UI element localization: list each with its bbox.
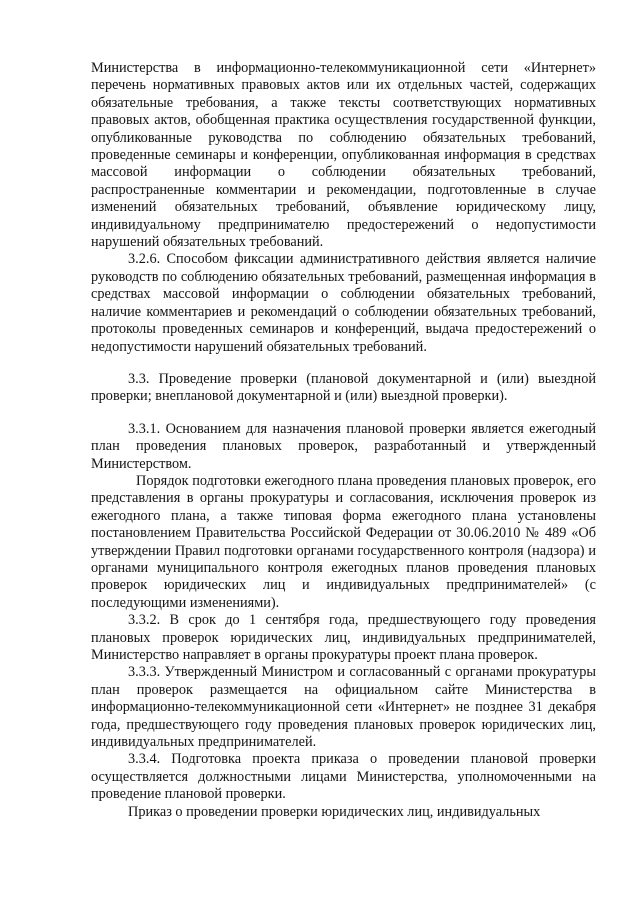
document-page <box>91 60 596 821</box>
paragraph-3-2-6: 3.2.6. Способом фиксации административного действия является наличие руководств по соблюдению обязательных требований, размещенная информация в средствах массовой информации о соблюдении обязательных требований, наличие комментариев и рекомендаций о соблюдении обязательных требований, протоколы проведенных семинаров и конференций, выдача предостережений о недопустимости нарушений обязательных требований. <box>91 251 596 355</box>
section-heading-3-3: 3.3. Проведение проверки (плановой документарной и (или) выездной проверки; внеплановой документарной и (или) выездной проверки). <box>91 370 596 405</box>
paragraph-3-3-1: 3.3.1. Основанием для назначения плановой проверки является ежегодный план проведения плановых проверок, разработанный и утвержденный Министерством. <box>91 420 596 472</box>
paragraph-publications: Министерства в информационно-телекоммуникационной сети «Интернет» перечень нормативных правовых актов или их отдельных частей, содержащих обязательные требования, а также тексты соответствующих нормативных правовых актов, обобщенная практика осуществления государственной функции, опубликованные руководства по соблюдению обязательных требований, проведенные семинары и конференции, опубликованная информация в средствах массовой информации о соблюдении обязательных требований, распространенные комментарии и рекомендации, подготовленные в случае изменений обязательных требований, объявление юридическому лицу, индивидуальному предпринимателю предостережений о недопустимости нарушений обязательных требований. <box>91 60 596 251</box>
paragraph-3-3-3: 3.3.3. Утвержденный Министром и согласованный с органами прокуратуры план проверок размещается на официальном сайте Министерства в информационно-телекоммуникационной сети «Интернет» не позднее 31 декабря года, предшествующего году проведения плановых проверок юридических лиц, индивидуальных предпринимателей. <box>91 664 596 751</box>
paragraph-3-3-4: 3.3.4. Подготовка проекта приказа о проведении плановой проверки осуществляется должностными лицами Министерства, уполномоченными на проведение плановой проверки. <box>91 751 596 803</box>
paragraph-order-inspection: Приказ о проведении проверки юридических лиц, индивидуальных <box>128 803 541 820</box>
paragraph-annual-plan-procedure: Порядок подготовки ежегодного плана проведения плановых проверок, его представления в органы прокуратуры и согласования, исключения проверок из ежегодного плана, а также типовая форма ежегодного плана установлены постановлением Правительства Российской Федерации от 30.06.2010 № 489 «Об утверждении Правил подготовки органами государственного контроля (надзора) и органами муниципального контроля ежегодных планов проведения плановых проверок юридических лиц и индивидуальных предпринимателей» (с последующими изменениями). <box>91 472 596 611</box>
paragraph-3-3-2: 3.3.2. В срок до 1 сентября года, предшествующего году проведения плановых проверок юридических лиц, индивидуальных предпринимателей, Министерство направляет в органы прокуратуры проект плана проверок. <box>91 612 596 663</box>
